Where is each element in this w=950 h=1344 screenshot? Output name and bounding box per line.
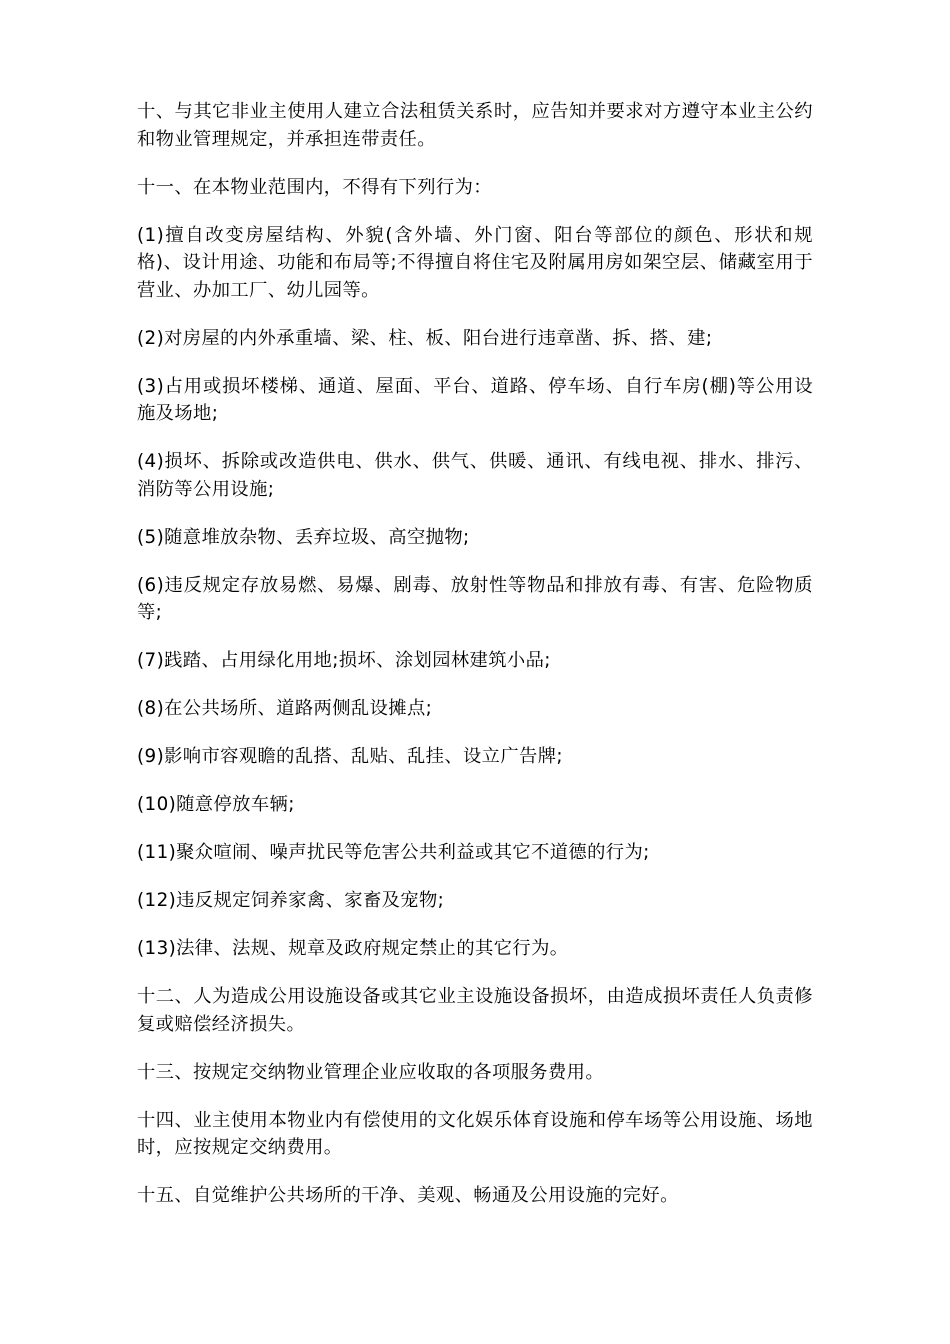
clause-13: 十三、按规定交纳物业管理企业应收取的各项服务费用。 [137, 1061, 605, 1083]
clause-11-item-8: (8)在公共场所、道路两侧乱设摊点; [137, 698, 433, 719]
clause-11-item-1: (1)擅自改变房屋结构、外貌(含外墙、外门窗、阳台等部位的颜色、形状和规格)、设计用途、功能和布局等;不得擅自将住宅及附属用房如架空层、储藏室用于营业、办加工厂、幼儿园等。 [137, 224, 813, 301]
clause-14: 十四、业主使用本物业内有偿使用的文化娱乐体育设施和停车场等公用设施、场地时，应按规定交纳费用。 [137, 1109, 813, 1158]
clause-11-item-4: (4)损坏、拆除或改造供电、供水、供气、供暖、通讯、有线电视、排水、排污、消防等公用设施; [137, 451, 813, 500]
clause-11-item-7: (7)践踏、占用绿化用地;损坏、涂划园林建筑小品; [137, 650, 551, 671]
clause-11-item-12: (12)违反规定饲养家禽、家畜及宠物; [137, 890, 445, 911]
clause-11-item-13: (13)法律、法规、规章及政府规定禁止的其它行为。 [137, 938, 569, 959]
clause-11-item-2: (2)对房屋的内外承重墙、梁、柱、板、阳台进行违章凿、拆、搭、建; [137, 327, 713, 349]
document-page [137, 98, 813, 1230]
clause-11-item-11: (11)聚众喧闹、噪声扰民等危害公共利益或其它不道德的行为; [137, 842, 650, 863]
clause-11-intro: 十一、在本物业范围内，不得有下列行为： [137, 176, 492, 198]
clause-11-item-3: (3)占用或损坏楼梯、通道、屋面、平台、道路、停车场、自行车房(棚)等公用设施及场地; [137, 375, 813, 424]
clause-11-item-6: (6)违反规定存放易燃、易爆、剧毒、放射性等物品和排放有毒、有害、危险物质等; [137, 574, 813, 623]
clause-15: 十五、自觉维护公共场所的干净、美观、畅通及公用设施的完好。 [137, 1185, 679, 1206]
clause-11-item-5: (5)随意堆放杂物、丢弃垃圾、高空抛物; [137, 526, 470, 548]
clause-10: 十、与其它非业主使用人建立合法租赁关系时，应告知并要求对方遵守本业主公约和物业管理规定，并承担连带责任。 [137, 101, 813, 150]
clause-11-item-10: (10)随意停放车辆; [137, 794, 295, 815]
clause-12: 十二、人为造成公用设施设备或其它业主设施设备损坏，由造成损坏责任人负责修复或赔偿经济损失。 [137, 986, 813, 1035]
clause-11-item-9: (9)影响市容观瞻的乱搭、乱贴、乱挂、设立广告牌; [137, 746, 563, 767]
